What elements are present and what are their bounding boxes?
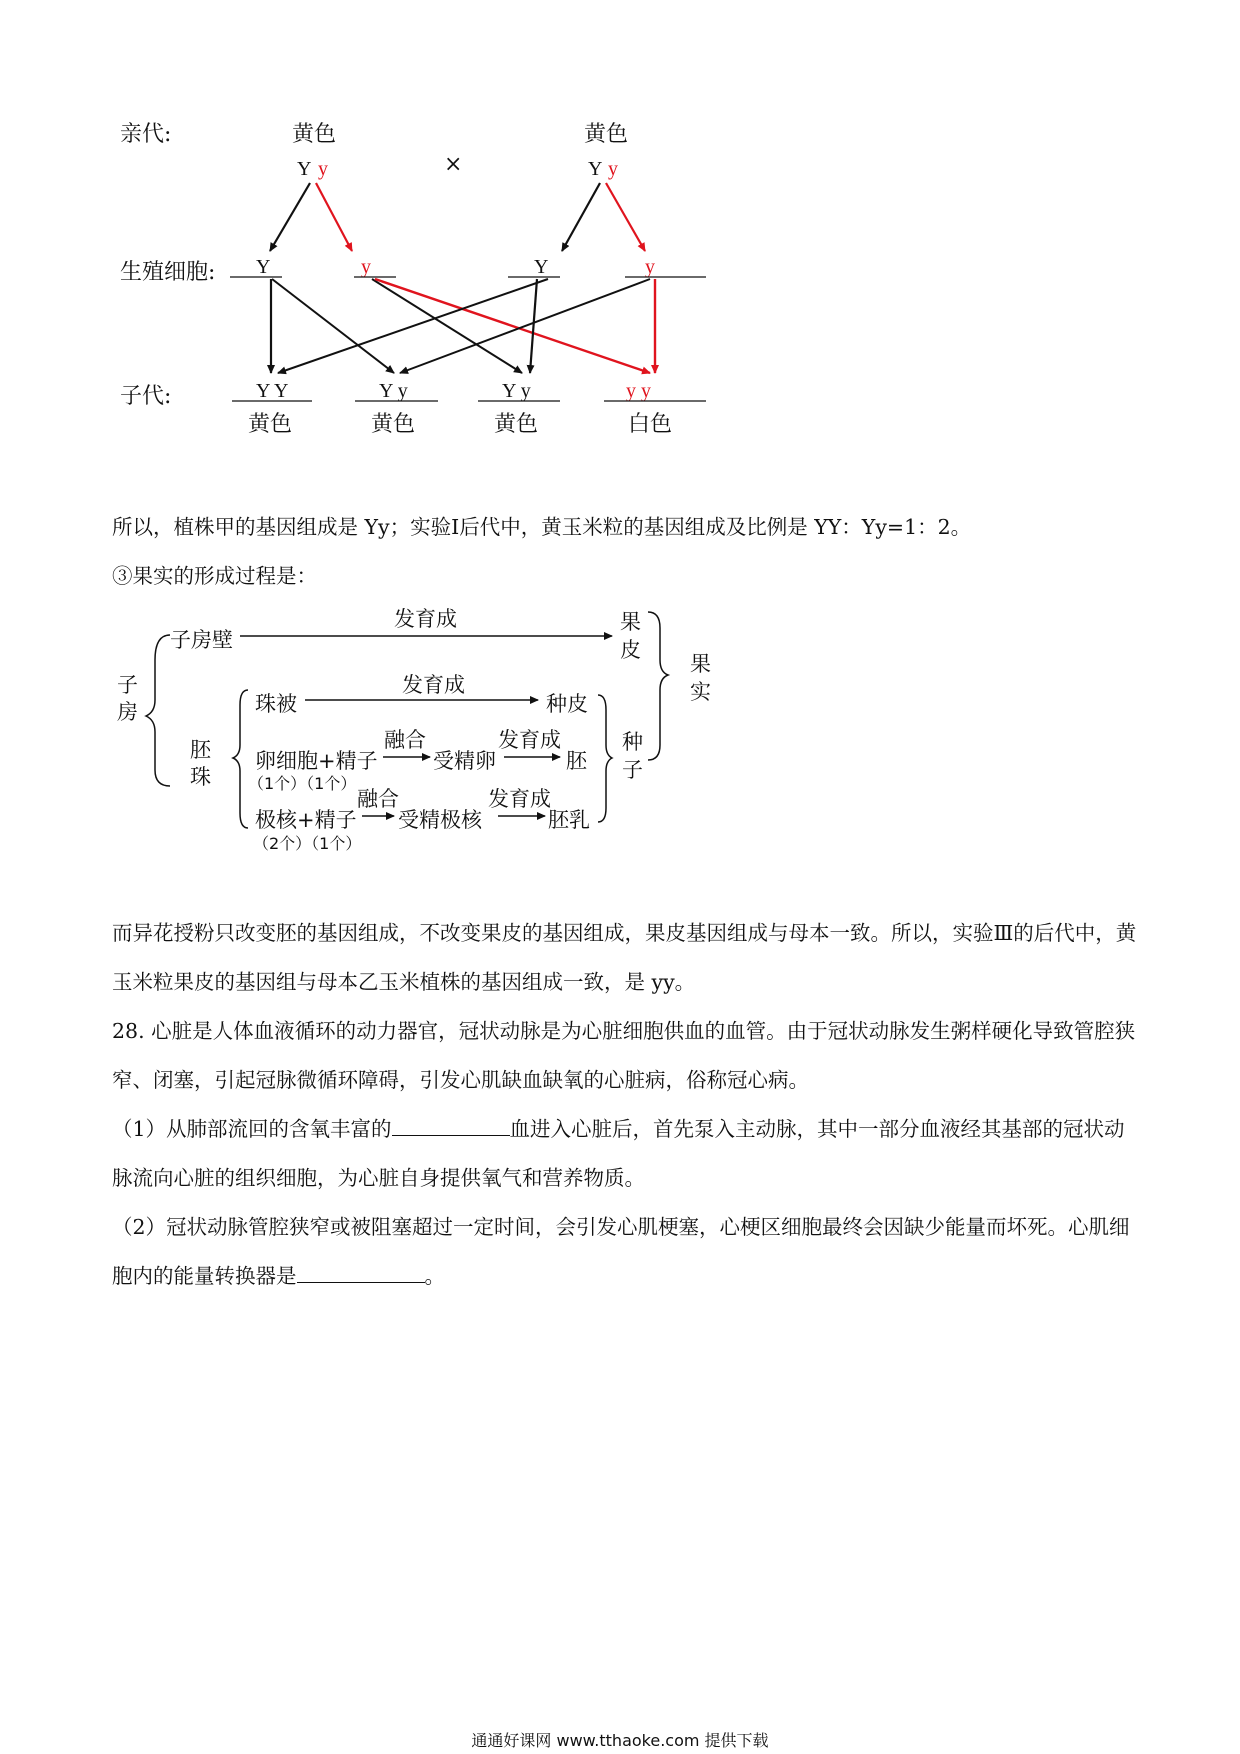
question-28-stem: 28. 心脏是人体血液循环的动力器官，冠状动脉是为心脏细胞供血的血管。由于冠状动脉发生粥样硬化导致管腔狭窄、闭塞，引起冠脉微循环障碍，引发心肌缺血缺氧的心脏病，俗称冠心病。 bbox=[112, 1019, 1136, 1092]
egg-count-label: （1个）（1个） bbox=[248, 774, 357, 793]
q2-text-after: 。 bbox=[424, 1264, 445, 1288]
parent-phenotype-1: 黄色 bbox=[292, 122, 337, 147]
parent-1-allele-recessive: y bbox=[318, 158, 328, 180]
parent-2-allele-dominant: Y bbox=[588, 158, 603, 180]
row-label-offspring: 子代: bbox=[120, 384, 172, 409]
seed-label: 种子 bbox=[622, 730, 643, 782]
embryo-label: 胚 bbox=[566, 749, 587, 773]
question-28-part-2 bbox=[112, 1203, 1142, 1301]
offspring-phenotype-4: 白色 bbox=[628, 412, 673, 437]
q1-answer-blank[interactable] bbox=[392, 1113, 510, 1136]
endosperm-label: 胚乳 bbox=[548, 808, 590, 832]
q2-answer-blank[interactable] bbox=[297, 1260, 425, 1283]
ovule-brace bbox=[233, 690, 248, 828]
paragraph-pericarp: 而异花授粉只改变胚的基因组成，不改变果皮的基因组成，果皮基因组成与母本一致。所以，实验Ⅲ的后代中，黄玉米粒果皮的基因组与母本乙玉米植株的基因组成一致，是 yy。 bbox=[112, 921, 1137, 994]
offspring-genotype-1: Y Y bbox=[256, 380, 289, 402]
ovule-label: 胚珠 bbox=[190, 738, 211, 789]
offspring-phenotype-3: 黄色 bbox=[494, 412, 539, 437]
zygote-label: 受精卵 bbox=[433, 749, 496, 773]
develops-into-label-1: 发育成 bbox=[394, 607, 457, 631]
ovary-label: 子房 bbox=[117, 673, 138, 724]
row-label-parents: 亲代: bbox=[120, 122, 172, 147]
fuse-label-1: 融合 bbox=[384, 728, 426, 752]
parent-1-allele-dominant: Y bbox=[297, 158, 312, 180]
parent-phenotype-2: 黄色 bbox=[584, 122, 629, 147]
offspring-genotype-4: y y bbox=[626, 380, 651, 402]
seed-brace bbox=[598, 695, 612, 822]
parent-2-allele-recessive: y bbox=[608, 158, 618, 180]
q1-text-after: 血进入心脏后，首先泵入主动脉，其中一部分血液经其基部的冠状动脉流向心脏的组织细胞，为心脏自身提供氧气和营养物质。 bbox=[112, 1117, 1125, 1190]
fruit-label: 果实 bbox=[690, 652, 711, 704]
fruit-diagram-lines bbox=[0, 0, 760, 880]
q2-text-before: （2）冠状动脉管腔狭窄或被阻塞超过一定时间，会引发心肌梗塞，心梗区细胞最终会因缺少能量而坏死。心肌细胞内的能量转换器是 bbox=[112, 1215, 1130, 1288]
q1-text-before: （1）从肺部流回的含氧丰富的 bbox=[112, 1117, 392, 1141]
develops-into-label-2: 发育成 bbox=[402, 673, 465, 697]
fruit-intro-text: ③果实的形成过程是： bbox=[112, 564, 317, 588]
question-28-part-1 bbox=[112, 1105, 1142, 1203]
seed-coat-label: 种皮 bbox=[546, 692, 588, 716]
fuse-label-2: 融合 bbox=[357, 787, 399, 811]
gamete-1: Y bbox=[256, 256, 271, 278]
polar-count-label: （2个）（1个） bbox=[253, 834, 362, 853]
gamete-3: Y bbox=[534, 256, 549, 278]
question-section bbox=[112, 909, 1142, 1301]
ovary-brace bbox=[146, 635, 170, 786]
ovary-wall-label: 子房壁 bbox=[170, 628, 233, 652]
integument-label: 珠被 bbox=[255, 692, 297, 716]
cross-symbol: × bbox=[444, 152, 463, 177]
pericarp-label: 果皮 bbox=[620, 610, 641, 662]
egg-sperm-label: 卵细胞+精子 bbox=[255, 749, 378, 773]
develops-into-label-4: 发育成 bbox=[488, 787, 551, 811]
gamete-2: y bbox=[361, 256, 371, 278]
fruit-brace bbox=[648, 612, 668, 760]
offspring-genotype-3: Y y bbox=[502, 380, 531, 402]
polar-sperm-label: 极核+精子 bbox=[255, 808, 357, 832]
conclusion-text: 所以，植株甲的基因组成是 Yy；实验Ⅰ后代中，黄玉米粒的基因组成及比例是 YY：Yy=1：2。 bbox=[112, 515, 972, 539]
gamete-4: y bbox=[645, 256, 655, 278]
develops-into-label-3: 发育成 bbox=[498, 728, 561, 752]
offspring-genotype-2: Y y bbox=[379, 380, 408, 402]
fertilized-polar-label: 受精极核 bbox=[398, 808, 482, 832]
page-footer: 通通好课网 www.tthaoke.com 提供下载 bbox=[471, 1731, 769, 1750]
offspring-phenotype-1: 黄色 bbox=[248, 412, 293, 437]
offspring-phenotype-2: 黄色 bbox=[371, 412, 416, 437]
row-label-gametes: 生殖细胞: bbox=[120, 260, 216, 285]
